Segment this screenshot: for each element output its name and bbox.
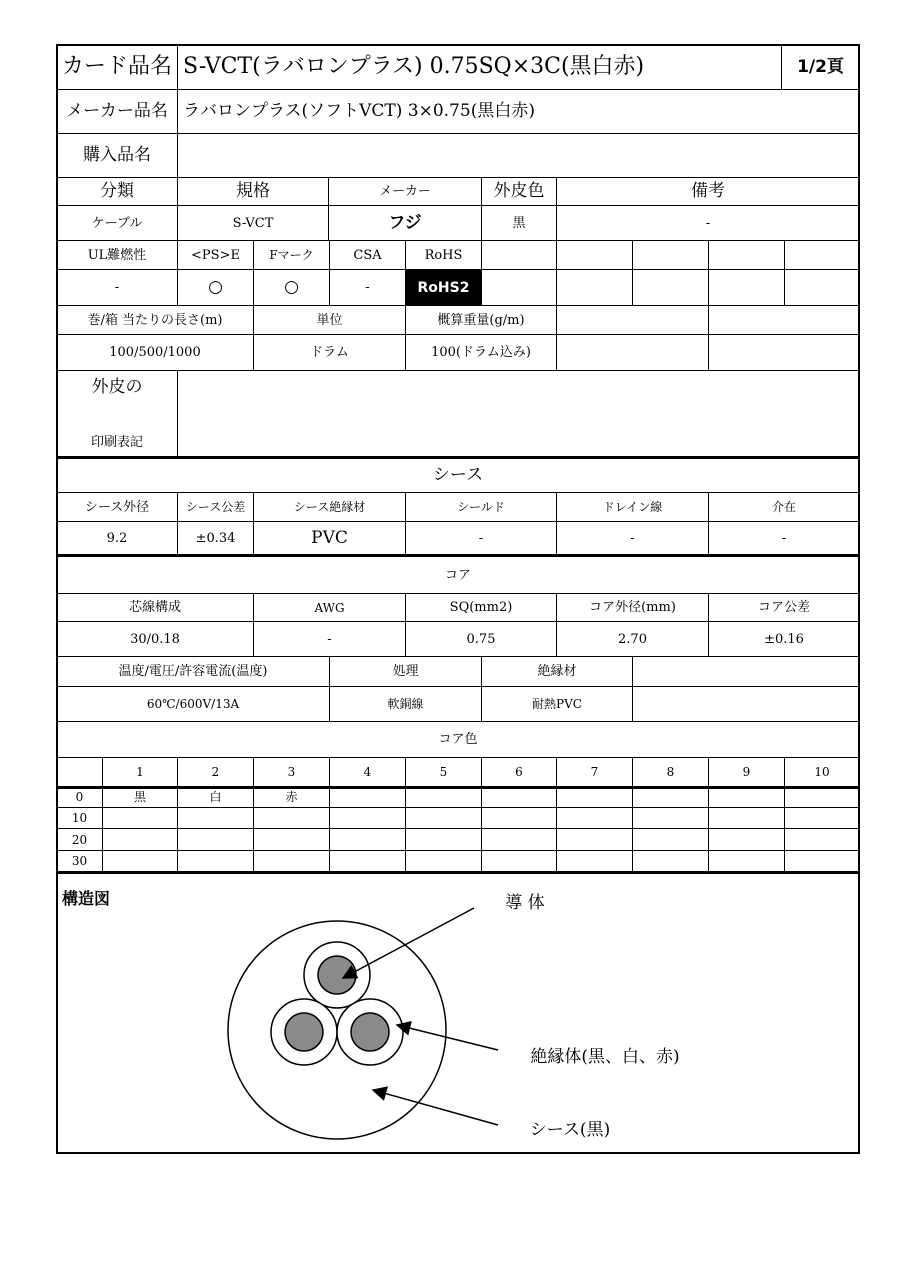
insulation-header: 絶縁材 <box>537 664 577 679</box>
weight-value: 100(ドラム込み) <box>431 345 531 360</box>
awg-header: AWG <box>314 600 345 615</box>
rohs-badge: RoHS2 <box>406 270 481 305</box>
pse-value: ○ <box>208 277 223 297</box>
sheath-material-value: PVC <box>311 527 348 548</box>
f-mark-value: ○ <box>284 277 299 297</box>
core-color-column-header: 2 <box>211 765 220 779</box>
conductor-circle <box>318 956 356 994</box>
print-label-line2: 印刷表記 <box>90 434 143 450</box>
length-value: 100/500/1000 <box>109 345 201 360</box>
sheath-tolerance-header: シース公差 <box>185 500 246 514</box>
classification-value: ケーブル <box>91 215 143 231</box>
core-tolerance-value: ±0.16 <box>764 631 804 647</box>
insulation-value: 耐熱PVC <box>532 697 582 711</box>
insulation-leader-arrow <box>397 1025 498 1050</box>
core-color-cell: 黒 <box>133 790 146 804</box>
conductor-circle <box>351 1013 389 1051</box>
treatment-value: 軟銅線 <box>387 697 424 711</box>
sq-header: SQ(mm2) <box>449 600 513 615</box>
filler-header: 介在 <box>771 500 796 514</box>
core-tolerance-header: コア公差 <box>757 600 810 615</box>
conductor-circle <box>285 1013 323 1051</box>
f-mark-header: Fマーク <box>269 248 314 262</box>
structure-diagram-title: 構造図 <box>62 889 111 908</box>
card-name-value: S-VCT(ラバロンプラス) 0.75SQ×3C(黒白赤) <box>183 54 645 79</box>
maker-header: メーカー <box>379 184 431 199</box>
treatment-header: 処理 <box>392 664 419 679</box>
filler-value: - <box>781 530 787 546</box>
maker-value: フジ <box>388 212 422 233</box>
core-color-column-header: 7 <box>590 765 599 779</box>
unit-value: ドラム <box>310 345 349 360</box>
shield-value: - <box>478 530 484 546</box>
core-color-row-label: 10 <box>71 811 88 825</box>
awg-value: - <box>327 631 332 647</box>
sheath-od-value: 9.2 <box>106 530 128 546</box>
strand-value: 30/0.18 <box>130 631 180 647</box>
core-color-column-header: 1 <box>136 765 144 779</box>
weight-header: 概算重量(g/m) <box>437 312 525 328</box>
pse-header: <PS>E <box>191 247 240 263</box>
jacket-color-value: 黒 <box>512 215 526 231</box>
conductor-label: 導 体 <box>505 892 545 913</box>
drain-wire-header: ドレイン線 <box>602 500 663 514</box>
print-label-line1: 外皮の <box>91 376 143 397</box>
classification-header: 分類 <box>100 181 134 201</box>
sheath-leader-arrow <box>373 1090 498 1125</box>
core-color-column-header: 3 <box>287 765 296 779</box>
core-color-row-label: 20 <box>71 832 88 847</box>
core-color-column-header: 6 <box>515 765 523 779</box>
standard-header: 規格 <box>236 181 270 201</box>
core-colors-title: コア色 <box>438 732 478 747</box>
csa-value: - <box>365 280 370 295</box>
page-number: 1/2頁 <box>797 56 844 77</box>
unit-header: 単位 <box>316 312 343 328</box>
rohs-header: RoHS <box>424 247 463 263</box>
sheath-od-header: シース外径 <box>84 499 150 515</box>
csa-header: CSA <box>353 247 382 263</box>
core-color-row-label: 0 <box>75 790 84 804</box>
strand-header: 芯線構成 <box>128 600 181 615</box>
standard-value: S-VCT <box>232 215 274 231</box>
sheath-title: シース <box>432 465 484 485</box>
rating-header: 温度/電圧/許容電流(温度) <box>118 664 268 679</box>
sheath-tolerance-value: ±0.34 <box>195 530 236 546</box>
sheath-label: シース(黒) <box>529 1119 611 1140</box>
remarks-value: - <box>705 215 711 231</box>
rating-value: 60℃/600V/13A <box>146 697 240 711</box>
conductor-leader-arrow <box>343 908 474 978</box>
core-od-value: 2.70 <box>618 631 647 647</box>
card-name-label: カード品名 <box>61 54 172 79</box>
core-color-column-header: 4 <box>363 765 372 779</box>
maker-product-label: メーカー品名 <box>66 101 168 121</box>
jacket-color-header: 外皮色 <box>493 181 545 201</box>
length-header: 巻/箱 当たりの長さ(m) <box>87 312 223 328</box>
core-color-row-label: 30 <box>71 854 88 868</box>
core-color-column-header: 8 <box>666 765 675 779</box>
core-color-cell: 白 <box>209 790 222 804</box>
core-color-column-header: 9 <box>742 765 751 779</box>
core-od-header: コア外径(mm) <box>589 600 676 615</box>
core-color-cell: 赤 <box>285 790 298 804</box>
insulation-label: 絶縁体(黒、白、赤) <box>530 1046 680 1067</box>
core-color-column-header: 10 <box>814 765 830 779</box>
core-color-column-header: 5 <box>439 765 448 779</box>
ul-flame-value: - <box>114 280 120 295</box>
shield-header: シールド <box>457 500 505 514</box>
ul-flame-header: UL難燃性 <box>87 247 147 263</box>
sq-value: 0.75 <box>466 631 496 647</box>
drain-wire-value: - <box>630 530 635 546</box>
maker-product-value: ラバロンプラス(ソフトVCT) 3×0.75(黒白赤) <box>183 101 535 121</box>
sheath-material-header: シース絶縁材 <box>293 500 366 514</box>
purchase-name-label: 購入品名 <box>83 145 151 165</box>
remarks-header: 備考 <box>691 181 725 201</box>
core-title: コア <box>444 567 471 583</box>
